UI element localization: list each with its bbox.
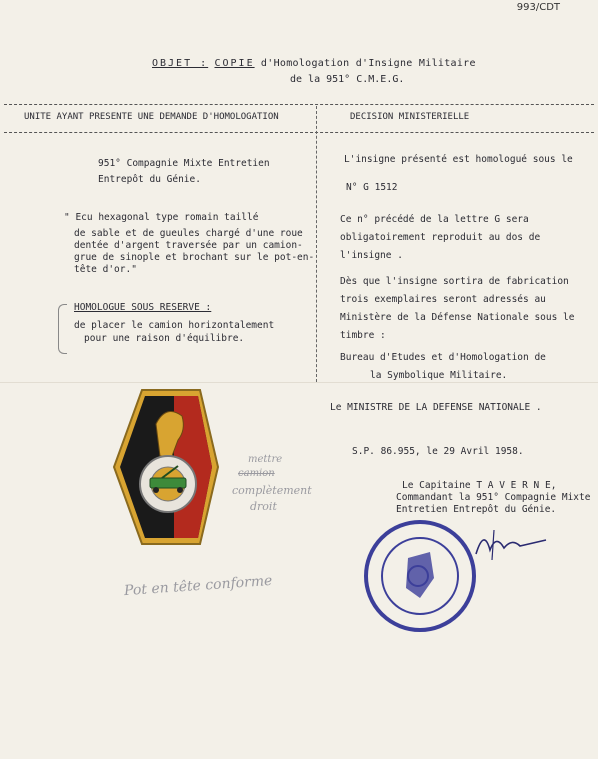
signatory-line: Entretien Entrepôt du Génie. <box>396 504 557 515</box>
description-line: de sable et de gueules chargé d'une roue <box>74 228 303 239</box>
copie-label: COPIE <box>214 58 255 69</box>
bureau-line: la Symbolique Militaire. <box>370 370 508 381</box>
object-line <box>152 58 476 71</box>
reference-number: 993/CDT <box>516 2 560 13</box>
description-line: dentée d'argent traversée par un camion- <box>74 240 303 251</box>
pencil-note: mettre <box>248 454 283 465</box>
objet-label: OBJET : <box>152 58 209 69</box>
official-stamp-icon <box>360 518 482 636</box>
pencil-note-bottom: Pot en tête conforme <box>123 572 273 600</box>
paragraph-line: timbre : <box>340 330 386 341</box>
signatory-line: Le Capitaine T A V E R N E, <box>402 480 557 491</box>
minister-line: Le MINISTRE DE LA DEFENSE NATIONALE . <box>330 402 542 413</box>
homologation-number: N° G 1512 <box>346 182 398 193</box>
decision-text: L'insigne présenté est homologué sous le <box>344 154 573 165</box>
right-column-title: DECISION MINISTERIELLE <box>350 112 470 122</box>
unit-name: 951° Compagnie Mixte Entretien <box>98 158 270 169</box>
paper-fold <box>0 382 598 383</box>
description-line: " Ecu hexagonal type romain taillé <box>64 212 259 223</box>
bureau-line: Bureau d'Etudes et d'Homologation de <box>340 352 546 363</box>
place-date: S.P. 86.955, le 29 Avril 1958. <box>352 446 524 457</box>
left-column-title: UNITE AYANT PRESENTE UNE DEMANDE D'HOMOLOGATION <box>24 112 279 122</box>
object-subtitle: de la 951° C.M.E.G. <box>290 74 405 85</box>
reserve-text: de placer le camion horizontalement <box>74 320 275 331</box>
pencil-note: complètement <box>232 484 312 497</box>
paragraph-line: Ministère de la Défense Nationale sous le <box>340 312 575 323</box>
description-line: tête d'or." <box>74 264 137 275</box>
paragraph-line: l'insigne . <box>340 250 403 261</box>
paragraph-line: Ce n° précédé de la lettre G sera <box>340 214 529 225</box>
separator-top <box>4 104 594 105</box>
unit-subname: Entrepôt du Génie. <box>98 174 201 185</box>
handwritten-bracket <box>58 304 67 354</box>
insignia-badge-icon <box>112 386 220 548</box>
reserve-text: pour une raison d'équilibre. <box>84 333 245 344</box>
pencil-note: droit <box>250 500 277 513</box>
signatory-line: Commandant la 951° Compagnie Mixte <box>396 492 591 503</box>
description-line: grue de sinople et brochant sur le pot-en- <box>74 252 315 263</box>
paragraph-line: trois exemplaires seront adressés au <box>340 294 546 305</box>
signature-icon <box>470 524 550 564</box>
column-divider <box>316 106 317 382</box>
pencil-note: camion <box>238 468 275 479</box>
reserve-title: HOMOLOGUE SOUS RESERVE : <box>74 302 212 313</box>
separator-header <box>4 132 594 133</box>
paragraph-line: Dès que l'insigne sortira de fabrication <box>340 276 569 287</box>
object-title: d'Homologation d'Insigne Militaire <box>260 58 476 69</box>
paragraph-line: obligatoirement reproduit au dos de <box>340 232 541 243</box>
